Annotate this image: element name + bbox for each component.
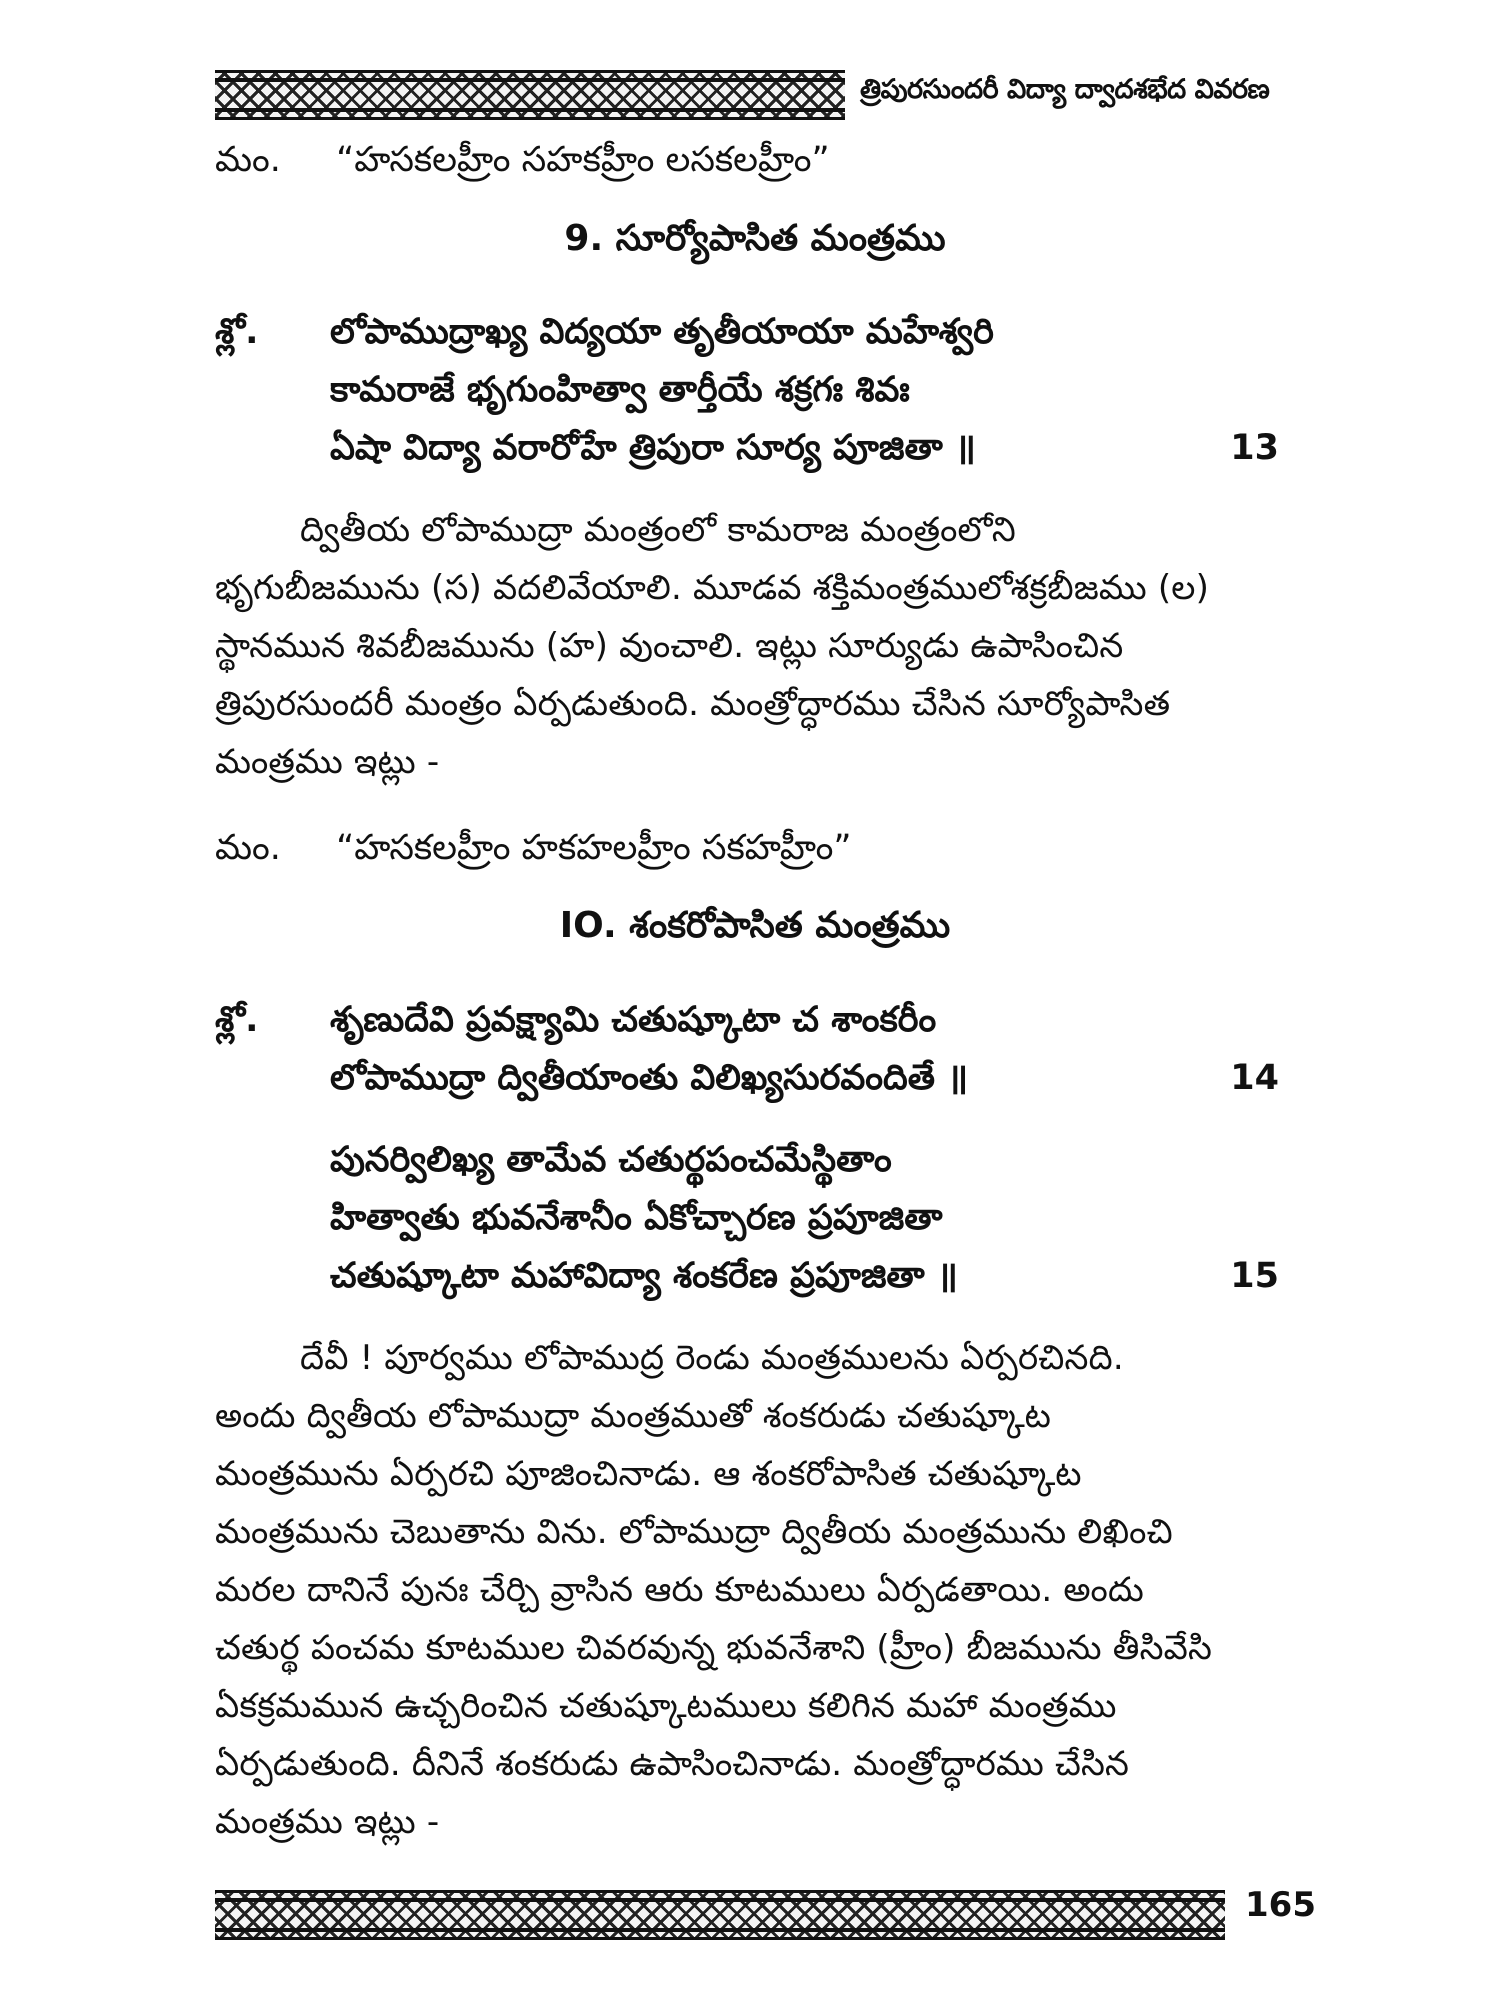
paragraph-line: స్థానమున శివబీజమును (హ) వుంచాలి. ఇట్లు సూర్యుడు ఉపాసించిన xyxy=(215,626,1124,666)
section-heading-9: 9. సూర్యోపాసిత మంత్రము xyxy=(564,218,946,259)
mantra-line-2 xyxy=(215,828,851,876)
verse-text: చతుష్కూటా మహావిద్యా శంకరేణ ప్రపూజితా ॥ xyxy=(330,1256,958,1296)
mantra-line-1 xyxy=(215,140,830,188)
paragraph-line: మంత్రమును చెబుతాను విను. లోపాముద్రా ద్వితీయ మంత్రమును లిఖించి xyxy=(215,1512,1173,1552)
paragraph-line: అందు ద్వితీయ లోపాముద్రా మంత్రముతో శంకరుడు చతుష్కూట xyxy=(215,1396,1052,1436)
paragraph-line: మంత్రము ఇట్లు - xyxy=(215,1802,440,1842)
mantra-text: “హసకలహ్రీం సహకహ్రీం లసకలహ్రీం” xyxy=(336,140,830,180)
paragraph-line: దేవీ ! పూర్వము లోపాముద్ర రెండు మంత్రములను ఏర్పరచినది. xyxy=(300,1338,1124,1378)
page-number: 165 xyxy=(1245,1885,1316,1925)
verse-text: కామరాజే భృగుంహిత్వా తార్తీయే శక్రగః శివః xyxy=(330,370,910,410)
paragraph-line: మంత్రమును ఏర్పరచి పూజించినాడు. ఆ శంకరోపాసిత చతుష్కూట xyxy=(215,1454,1082,1494)
verse-text: లోపాముద్రాఖ్య విద్యయా తృతీయాయా మహేశ్వరి xyxy=(330,312,994,352)
mantra-label: మం. xyxy=(215,828,281,868)
footer-ornamental-border xyxy=(215,1890,1225,1940)
paragraph-line: ద్వితీయ లోపాముద్రా మంత్రంలో కామరాజ మంత్రంలోని xyxy=(300,510,1016,550)
header-ornamental-border xyxy=(215,70,845,120)
mantra-text: “హసకలహ్రీం హకహలహ్రీం సకహహ్రీం” xyxy=(336,828,852,868)
verse-number: 15 xyxy=(1230,1256,1279,1296)
mantra-label: మం. xyxy=(215,140,281,180)
paragraph-line: త్రిపురసుందరీ మంత్రం ఏర్పడుతుంది. మంత్రోద్ధారము చేసిన సూర్యోపాసిత xyxy=(215,684,1171,724)
verse-label: శ్లో. xyxy=(215,312,259,352)
section-heading-10: IO. శంకరోపాసిత మంత్రము xyxy=(559,905,951,946)
verse-number: 13 xyxy=(1230,428,1279,468)
paragraph-line: మంత్రము ఇట్లు - xyxy=(215,742,440,782)
paragraph-line: ఏకక్రమమున ఉచ్చరించిన చతుష్కూటములు కలిగిన మహా మంత్రము xyxy=(215,1686,1117,1726)
verse-text: శృణుదేవి ప్రవక్ష్యామి చతుష్కూటా చ శాంకరీం xyxy=(330,1000,937,1040)
verse-text: ఏషా విద్యా వరారోహే త్రిపురా సూర్య పూజితా ॥ xyxy=(330,428,976,468)
paragraph-line: ఏర్పడుతుంది. దీనినే శంకరుడు ఉపాసించినాడు. మంత్రోద్ధారము చేసిన xyxy=(215,1744,1130,1784)
paragraph-line: భృగుబీజమును (స) వదలివేయాలి. మూడవ శక్తిమంత్రములోశక్రబీజము (ల) xyxy=(215,568,1210,608)
running-title: త్రిపురసుందరీ విద్యా ద్వాదశభేద వివరణ xyxy=(860,74,1270,105)
verse-number: 14 xyxy=(1230,1058,1279,1098)
verse-text: హిత్వాతు భువనేశానీం ఏకోచ్చారణ ప్రపూజితా xyxy=(330,1198,943,1238)
paragraph-line: మరల దానినే పునః చేర్చి వ్రాసిన ఆరు కూటములు ఏర్పడతాయి. అందు xyxy=(215,1570,1144,1610)
verse-text: పునర్విలిఖ్య తామేవ చతుర్థపంచమేస్థితాం xyxy=(330,1140,892,1180)
verse-label: శ్లో. xyxy=(215,1000,259,1040)
paragraph-line: చతుర్థ పంచమ కూటముల చివరవున్న భువనేశాని (హ్రీం) బీజమును తీసివేసి xyxy=(215,1628,1213,1668)
verse-text: లోపాముద్రా ద్వితీయాంతు విలిఖ్యసురవందితే ॥ xyxy=(330,1058,969,1098)
